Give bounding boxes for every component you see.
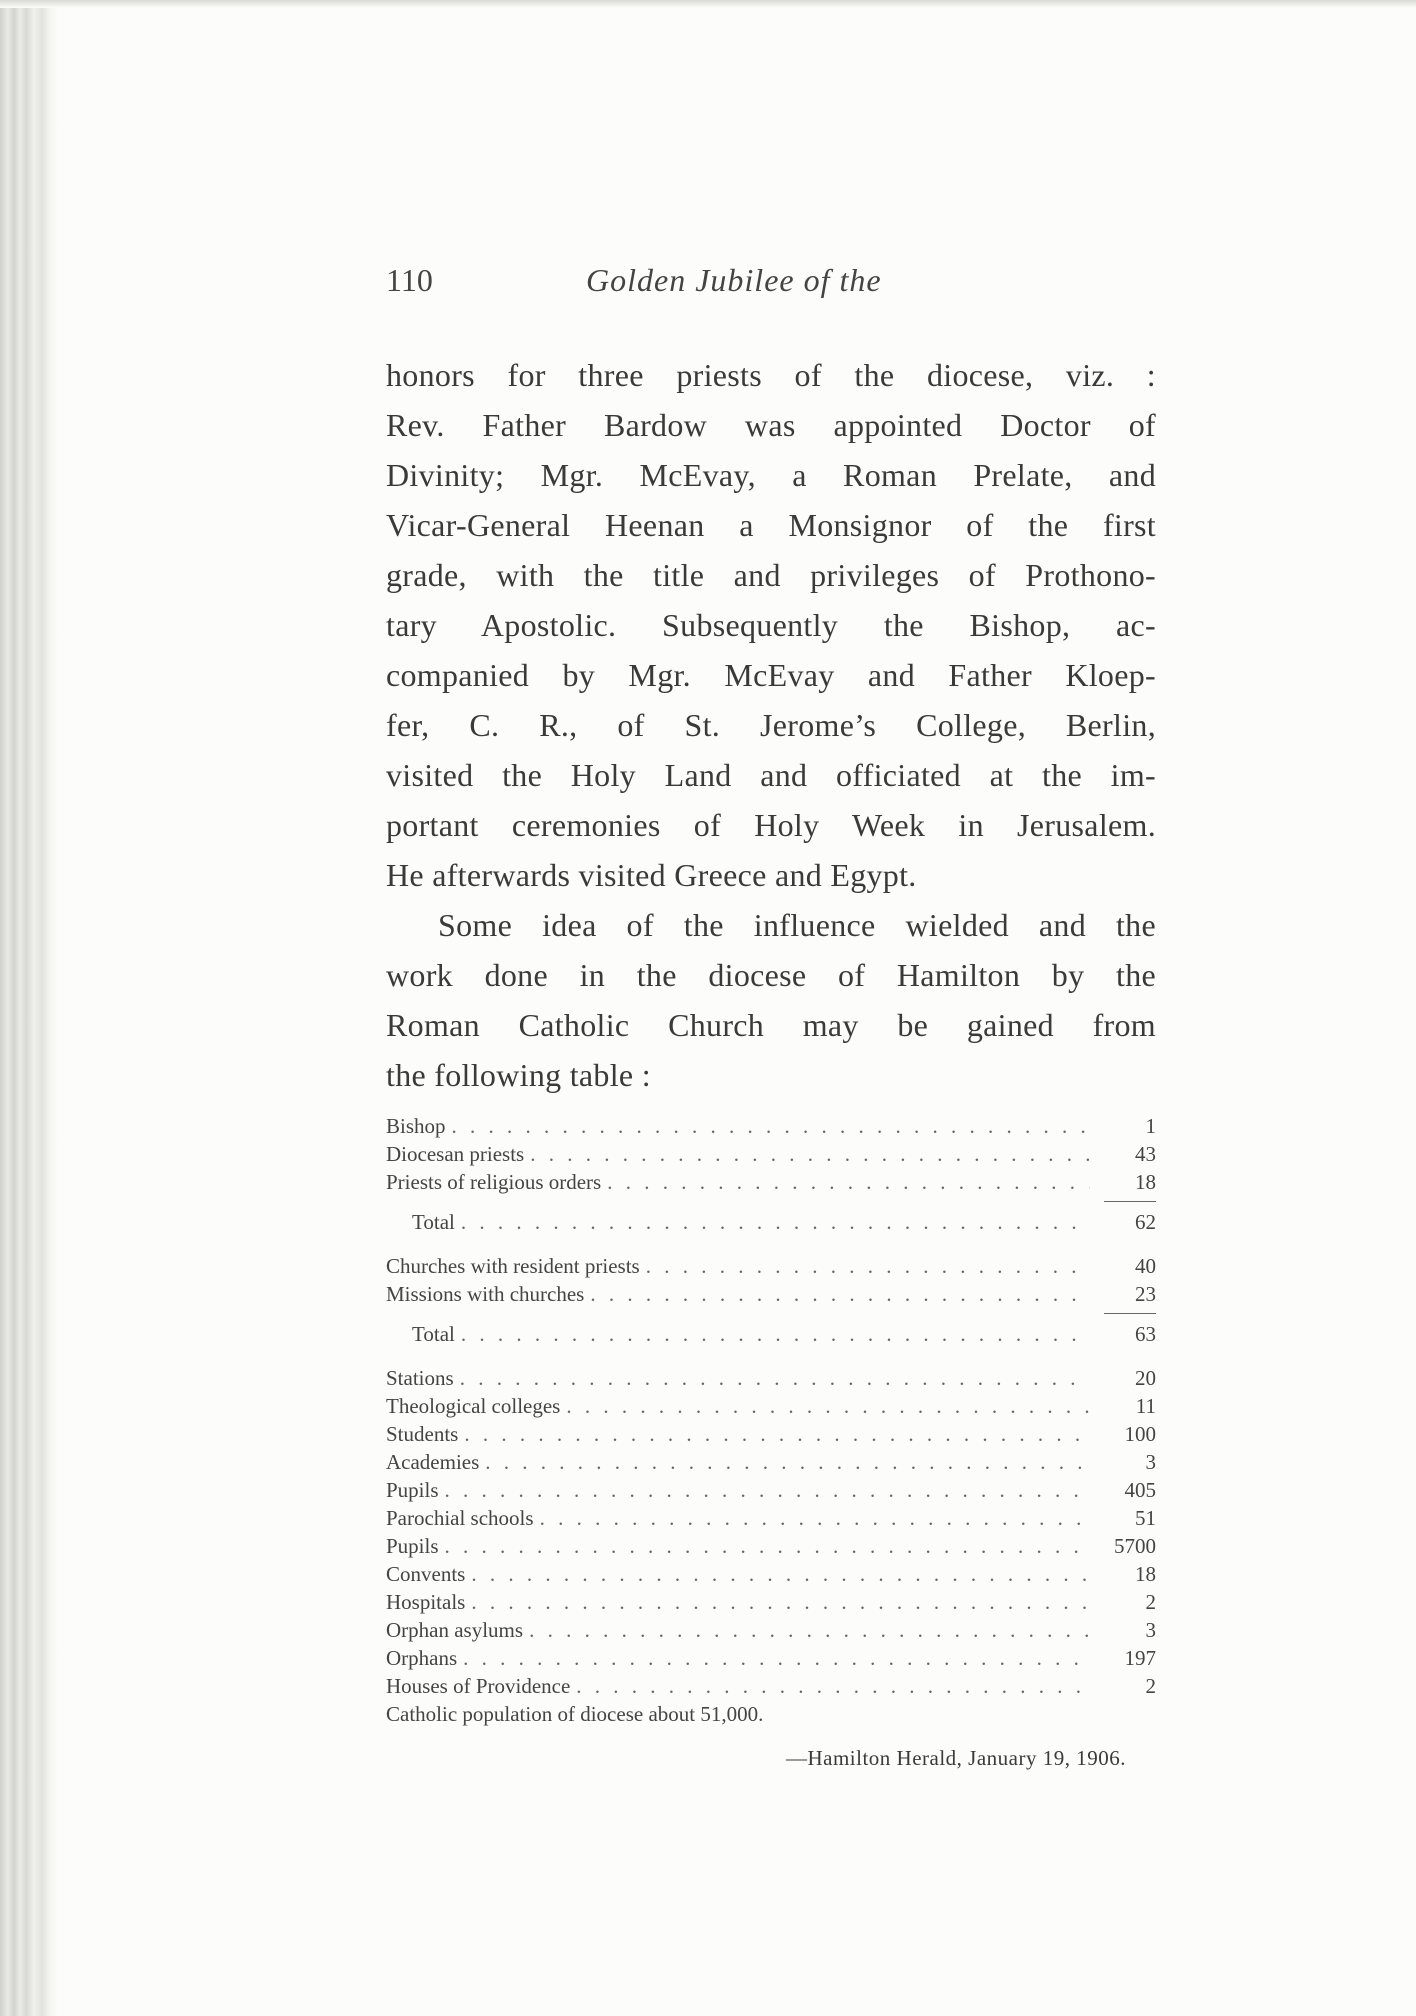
leader-dots [461,1320,1090,1348]
population-note: Catholic population of diocese about 51,000. [386,1702,764,1726]
row-label: Total [412,1210,455,1234]
text-line: portant ceremonies of Holy Week in Jerusalem. [386,807,1156,843]
row-value: 20 [1135,1366,1156,1390]
leader-dots [461,1208,1090,1236]
table-row [386,1364,1156,1392]
table-row [386,1140,1156,1168]
text-line: Roman Catholic Church may be gained from [386,1007,1156,1043]
table-row [386,1252,1156,1280]
row-value: 51 [1135,1506,1156,1530]
text-line: fer, C. R., of St. Jerome’s College, Berlin, [386,707,1156,743]
table-row [386,1504,1156,1532]
leader-dots [529,1616,1090,1644]
row-label: Hospitals [386,1590,466,1614]
leader-dots [445,1532,1090,1560]
row-label: Priests of religious orders [386,1170,602,1194]
row-value: 5700 [1114,1534,1156,1558]
table-row [386,1448,1156,1476]
page-stack-edge [0,0,58,2016]
table-row [386,1560,1156,1588]
row-value: 100 [1124,1422,1156,1446]
row-label: Orphan asylums [386,1618,524,1642]
row-label: Total [412,1322,455,1346]
row-label: Convents [386,1562,466,1586]
paragraph-2 [386,900,1156,1100]
row-value: 405 [1124,1478,1156,1502]
running-title: Golden Jubilee of the [586,262,882,298]
row-value: 23 [1135,1282,1156,1306]
row-label: Stations [386,1366,454,1390]
table-row [386,1420,1156,1448]
leader-dots [540,1504,1090,1532]
table-row [386,1280,1156,1308]
table-row [386,1476,1156,1504]
table-row [386,1392,1156,1420]
spacer [386,1236,1156,1252]
text-line: Rev. Father Bardow was appointed Doctor of [386,407,1156,443]
table-row [386,1588,1156,1616]
body-text [386,350,1156,1100]
row-label: Academies [386,1450,480,1474]
text-line: honors for three priests of the diocese, viz. : [386,357,1156,393]
row-value: 63 [1135,1322,1156,1346]
text-line: the following table : [386,1057,651,1093]
row-value: 43 [1135,1142,1156,1166]
leader-dots [460,1364,1090,1392]
source-citation: —Hamilton Herald, January 19, 1906. [785,1746,1126,1770]
sum-rule [386,1196,1156,1208]
text-line: grade, with the title and privileges of Prothono- [386,557,1156,593]
page-number: 110 [386,262,433,298]
row-value: 40 [1135,1254,1156,1278]
row-value: 3 [1145,1450,1156,1474]
row-label: Diocesan priests [386,1142,525,1166]
row-value: 18 [1135,1170,1156,1194]
row-value: 1 [1145,1114,1156,1138]
text-line: Divinity; Mgr. McEvay, a Roman Prelate, and [386,457,1156,493]
row-value: 11 [1135,1394,1156,1418]
leader-dots [471,1588,1090,1616]
row-label: Theological colleges [386,1394,561,1418]
spacer [386,1348,1156,1364]
leader-dots [576,1672,1090,1700]
page-top-edge [0,0,1416,8]
row-value: 62 [1135,1210,1156,1234]
leader-dots [566,1392,1090,1420]
running-head [386,262,1156,312]
text-line: tary Apostolic. Subsequently the Bishop, ac- [386,607,1156,643]
leader-dots [463,1644,1090,1672]
table-row [386,1112,1156,1140]
row-label: Houses of Providence [386,1674,571,1698]
row-label: Bishop [386,1114,446,1138]
table-row [386,1616,1156,1644]
table-row [386,1532,1156,1560]
paragraph-1 [386,350,1156,900]
leader-dots [464,1420,1090,1448]
row-value: 2 [1145,1590,1156,1614]
leader-dots [646,1252,1090,1280]
row-value: 2 [1145,1674,1156,1698]
table-row [386,1168,1156,1196]
leader-dots [485,1448,1090,1476]
row-label: Pupils [386,1478,439,1502]
text-line: work done in the diocese of Hamilton by the [386,957,1156,993]
row-label: Churches with resident priests [386,1254,640,1278]
total-row [386,1320,1156,1348]
row-label: Missions with churches [386,1282,585,1306]
text-line: Vicar-General Heenan a Monsignor of the first [386,507,1156,543]
row-value: 3 [1145,1618,1156,1642]
row-label: Students [386,1422,459,1446]
row-value: 18 [1135,1562,1156,1586]
text-line: Some idea of the influence wielded and the [438,907,1156,943]
sum-rule [386,1308,1156,1320]
row-value: 197 [1124,1646,1156,1670]
leader-dots [607,1168,1090,1196]
total-row [386,1208,1156,1236]
page-content [386,262,1156,1771]
text-line: visited the Holy Land and officiated at the im- [386,757,1156,793]
leader-dots [452,1112,1090,1140]
statistics-table [386,1112,1156,1728]
row-label: Orphans [386,1646,458,1670]
leader-dots [445,1476,1090,1504]
row-label: Pupils [386,1534,439,1558]
leader-dots [471,1560,1090,1588]
row-label: Parochial schools [386,1506,534,1530]
leader-dots [590,1280,1090,1308]
text-line: companied by Mgr. McEvay and Father Kloep- [386,657,1156,693]
table-row [386,1644,1156,1672]
table-row [386,1672,1156,1700]
text-line: He afterwards visited Greece and Egypt. [386,857,917,893]
leader-dots [530,1140,1090,1168]
